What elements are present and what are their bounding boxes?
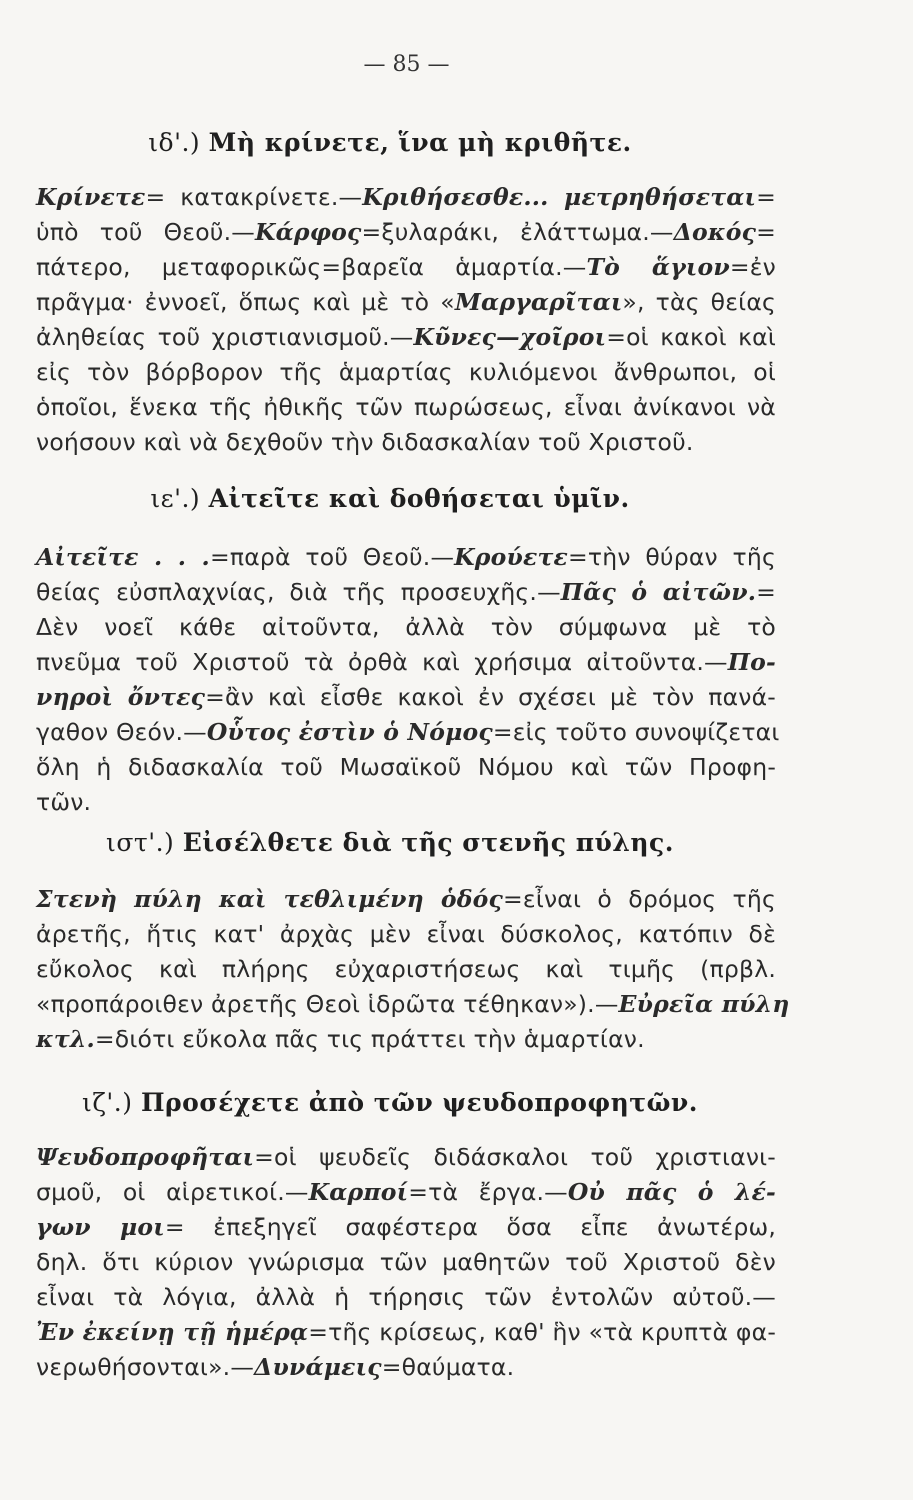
text-run: =ἐν (729, 253, 776, 281)
keyword-term: Κριθήσεσθε... μετρηθήσεται (362, 183, 757, 211)
text-run: =τὴν θύραν τῆς (567, 543, 776, 571)
text-line (36, 785, 776, 820)
keyword-term: Εὐρεῖα πύλη (618, 990, 790, 1018)
heading-title: Αἰτεῖτε καὶ δοθήσεται ὑμῖν. (208, 484, 630, 513)
keyword-term: Οὐ πᾶς ὁ λέ- (567, 1178, 777, 1206)
text-run: », τὰς θείας (622, 288, 776, 316)
text-run: τῶν. (36, 788, 92, 816)
text-run: εἰς τὸν βόρβορον τῆς ἁμαρτίας κυλιόμενοι ἄνθρωποι, οἱ (36, 358, 776, 386)
text-line (36, 575, 776, 610)
text-line (36, 320, 776, 355)
heading-title: Μὴ κρίνετε, ἵνα μὴ κριθῆτε. (208, 128, 632, 157)
text-line (36, 1245, 776, 1280)
text-run: =τῆς κρίσεως, καθ' ἣν «τὰ κρυπτὰ φα- (308, 1318, 776, 1346)
text-line (36, 715, 780, 750)
text-run: πνεῦμα τοῦ Χριστοῦ τὰ ὀρθὰ καὶ χρήσιμα αἰτοῦντα.— (36, 648, 728, 676)
text-line (36, 882, 776, 917)
text-line (36, 952, 776, 987)
text-line (36, 1175, 776, 1210)
keyword-term: Αἰτεῖτε . . . (36, 543, 210, 571)
keyword-term: Πᾶς ὁ αἰτῶν. (560, 578, 757, 606)
text-run: Δὲν νοεῖ κάθε αἰτοῦντα, ἀλλὰ τὸν σύμφωνα μὲ τὸ (36, 613, 776, 641)
section-heading (0, 128, 780, 157)
heading-title: Εἰσέλθετε διὰ τῆς στενῆς πύλης. (182, 828, 674, 857)
section-paragraph (36, 540, 780, 820)
text-run: = (756, 218, 776, 246)
keyword-term: Στενὴ πύλη καὶ τεθλιμένη ὁδός (36, 885, 504, 913)
keyword-term: κτλ. (36, 1025, 95, 1053)
text-run: = ἐπεξηγεῖ σαφέστερα ὅσα εἶπε ἀνωτέρω, (164, 1213, 776, 1241)
text-line (36, 250, 776, 285)
heading-number: ιστ'.) (106, 828, 175, 857)
text-run: ὅλη ἡ διδασκαλία τοῦ Μωσαϊκοῦ Νόμου καὶ τῶν Προφη- (36, 753, 776, 781)
text-run: νοήσουν καὶ νὰ δεχθοῦν τὴν διδασκαλίαν τοῦ Χριστοῦ. (36, 428, 694, 456)
text-line (36, 215, 776, 250)
text-run: =ξυλαράκι, ἐλάττωμα.— (361, 218, 674, 246)
text-run: =παρὰ τοῦ Θεοῦ.— (209, 543, 455, 571)
text-line (36, 1210, 776, 1245)
keyword-term: Κρούετε (454, 543, 568, 571)
text-run: =εἰς τοῦτο συνοψίζεται (492, 718, 780, 746)
section-paragraph (36, 1140, 776, 1385)
text-line (36, 1280, 776, 1315)
text-line (36, 540, 776, 575)
keyword-term: Δυνάμεις (254, 1353, 382, 1381)
text-line (36, 180, 776, 215)
text-run: =τὰ ἔργα.— (408, 1178, 568, 1206)
text-run: πρᾶγμα· ἐννοεῖ, ὅπως καὶ μὲ τὸ « (36, 288, 455, 316)
text-run: γαθον Θεόν.— (36, 718, 207, 746)
text-run: πάτερο, μεταφορικῶς=βαρεῖα ἁμαρτία.— (36, 253, 587, 281)
text-run: ὑπὸ τοῦ Θεοῦ.— (36, 218, 255, 246)
text-line (36, 987, 790, 1022)
text-line (36, 917, 776, 952)
keyword-term: Δοκός (673, 218, 757, 246)
text-run: =διότι εὔκολα πᾶς τις πράττει τὴν ἁμαρτίαν. (94, 1025, 645, 1053)
keyword-term: Κρίνετε (36, 183, 146, 211)
keyword-term: Καρποί (308, 1178, 409, 1206)
text-line (36, 1022, 776, 1057)
heading-number: ιε'.) (150, 484, 201, 513)
text-run: ὁποῖοι, ἕνεκα τῆς ἠθικῆς τῶν πωρώσεως, εἶναι ἀνίκανοι νὰ (36, 393, 776, 421)
heading-number: ιδ'.) (148, 128, 201, 157)
text-run: ἀληθείας τοῦ χριστιανισμοῦ.— (36, 323, 414, 351)
text-run: =ἂν καὶ εἶσθε κακοὶ ἐν σχέσει μὲ τὸν πανά- (205, 683, 776, 711)
section-heading (0, 1088, 780, 1117)
text-run: ἀρετῆς, ἥτις κατ' ἀρχὰς μὲν εἶναι δύσκολος, κατόπιν δὲ (36, 920, 776, 948)
keyword-term: Κάρφος (254, 218, 362, 246)
section-heading (0, 484, 780, 513)
keyword-term: Ψευδοπροφῆται (36, 1143, 255, 1171)
keyword-term: Κῦνες—χοῖροι (413, 323, 607, 351)
text-run: =οἱ ψευδεῖς διδάσκαλοι τοῦ χριστιανι- (254, 1143, 776, 1171)
text-run: =θαύματα. (381, 1353, 515, 1381)
text-run: θείας εὐσπλαχνίας, διὰ τῆς προσευχῆς.— (36, 578, 561, 606)
text-run: = (756, 578, 776, 606)
text-run: = (756, 183, 776, 211)
text-line (36, 1140, 776, 1175)
keyword-term: Τὸ ἅγιον (586, 253, 730, 281)
text-line (36, 1350, 776, 1385)
text-run: νερωθήσονται».— (36, 1353, 255, 1381)
text-run: «προπάροιθεν ἀρετῆς Θεοὶ ἱδρῶτα τέθηκαν»).— (36, 990, 619, 1018)
text-run: δηλ. ὅτι κύριον γνώρισμα τῶν μαθητῶν τοῦ Χριστοῦ δὲν (36, 1248, 776, 1276)
text-line (36, 645, 776, 680)
keyword-term: Ἐν ἐκείνῃ τῇ ἡμέρᾳ (36, 1318, 309, 1346)
text-run: = κατακρίνετε.— (145, 183, 363, 211)
text-line (36, 1315, 776, 1350)
page-number: — 85 — (363, 52, 450, 77)
text-run: =οἱ κακοὶ καὶ (606, 323, 776, 351)
text-line (36, 750, 776, 785)
section-paragraph (36, 882, 790, 1057)
text-run: εἶναι τὰ λόγια, ἀλλὰ ἡ τήρησις τῶν ἐντολῶν αὐτοῦ.— (36, 1283, 776, 1311)
text-line (36, 285, 776, 320)
keyword-term: νηροὶ ὄντες (36, 683, 206, 711)
keyword-term: Οὗτος ἐστὶν ὁ Νόμος (206, 718, 493, 746)
keyword-term: Πο- (727, 648, 776, 676)
heading-number: ιζ'.) (82, 1088, 133, 1117)
text-line (36, 680, 776, 715)
text-line (36, 355, 776, 390)
text-run: εὔκολος καὶ πλήρης εὐχαριστήσεως καὶ τιμῆς (πρβλ. (36, 955, 776, 983)
keyword-term: Μαργαρῖται (454, 288, 623, 316)
keyword-term: γων μοι (36, 1213, 165, 1241)
text-run: σμοῦ, οἱ αἱρετικοί.— (36, 1178, 309, 1206)
text-line (36, 390, 776, 425)
text-run: =εἶναι ὁ δρόμος τῆς (503, 885, 776, 913)
heading-title: Προσέχετε ἀπὸ τῶν ψευδοπροφητῶν. (140, 1088, 698, 1117)
text-line (36, 425, 776, 460)
section-paragraph (36, 180, 776, 460)
text-line (36, 610, 776, 645)
section-heading (0, 828, 780, 857)
